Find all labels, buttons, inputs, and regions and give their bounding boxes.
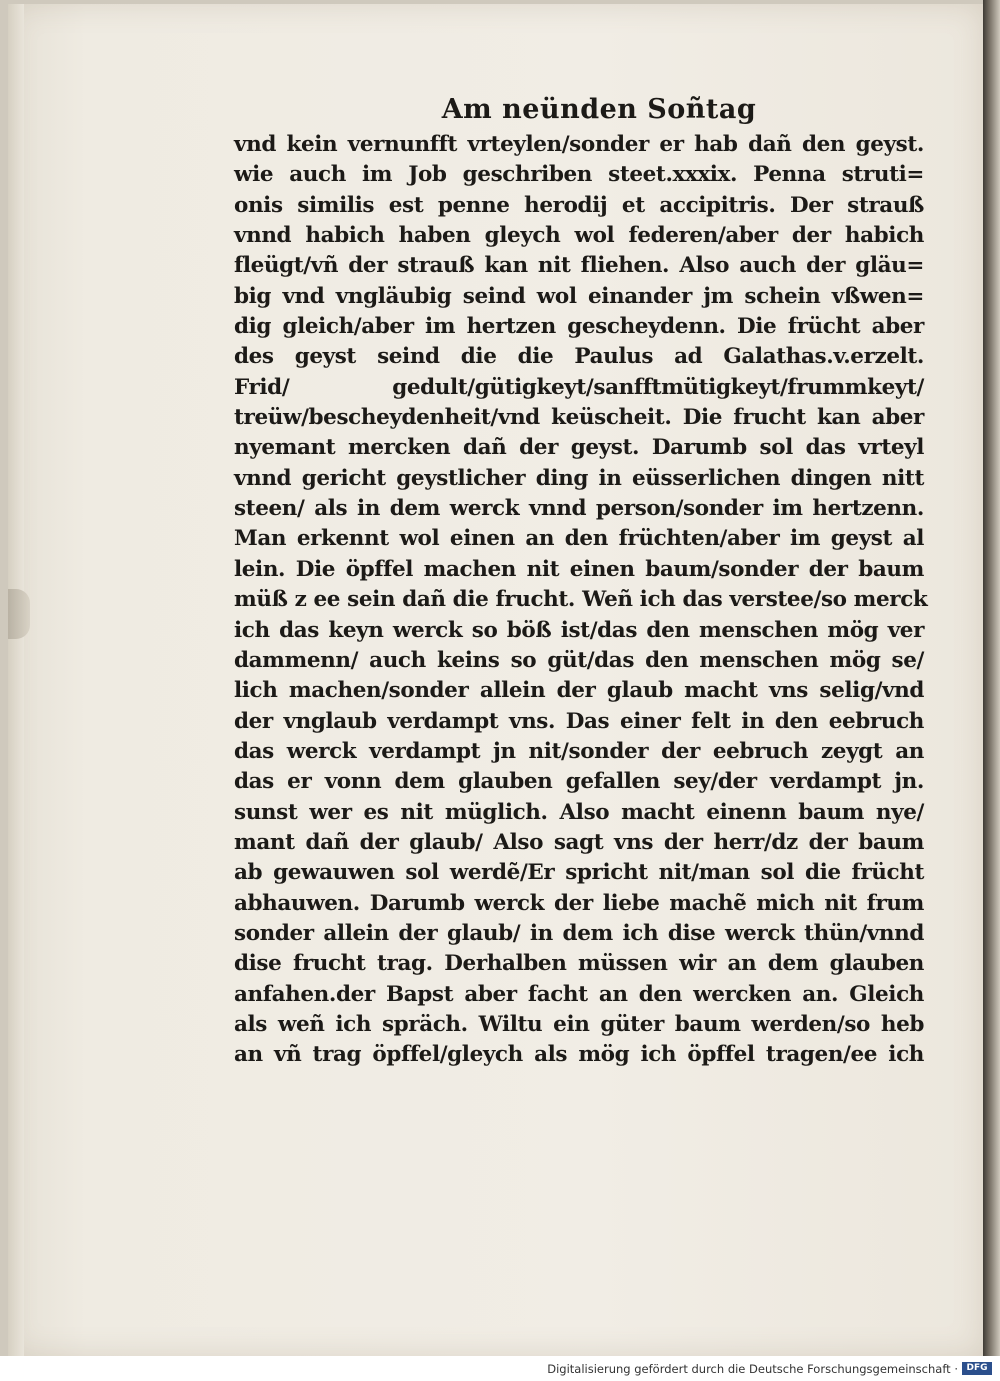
text-line: treüw/bescheydenheit/vnd keüscheit. Die frucht kan aber — [234, 405, 924, 431]
text-line: des geyst seind die die Paulus ad Galathas.v.erzelt. — [234, 344, 924, 370]
text-line: lein. Die öpffel machen nit einen baum/sonder der baum — [234, 556, 924, 582]
text-line: onis similis est penne herodij et accipitris. Der strauß — [234, 192, 924, 218]
running-head: Am neünden Soñtag — [441, 94, 757, 125]
text-line: dise frucht trag. Derhalben müssen wir an dem glauben — [234, 951, 924, 977]
text-line: als weñ ich spräch. Wiltu ein güter baum werden/so heb — [234, 1011, 924, 1037]
text-line: dammenn/ auch keins so güt/das den menschen mög se/ — [234, 647, 924, 673]
text-line: abhauwen. Darumb werck der liebe machẽ mich nit frum — [234, 890, 924, 916]
text-line: vnd kein vernunfft vrteylen/sonder er hab dañ den geyst. — [234, 132, 924, 157]
text-line: sunst wer es nit müglich. Also macht einenn baum nye/ — [234, 799, 924, 825]
text-line: ich das keyn werck so böß ist/das den menschen mög ver — [234, 617, 924, 643]
text-line: dig gleich/aber im hertzen gescheydenn. Die frücht aber — [234, 314, 924, 340]
text-line: big vnd vngläubig seind wol einander jm schein vßwen= — [234, 283, 924, 309]
text-line: vnnd gericht geystlicher ding in eüsserlichen dingen nitt — [234, 465, 924, 491]
text-line: ab gewauwen sol werdẽ/Er spricht nit/man sol die frücht — [234, 860, 924, 886]
text-line: fleügt/vñ der strauß kan nit fliehen. Also auch der gläu= — [234, 253, 924, 279]
text-line: Man erkennt wol einen an den früchten/aber im geyst al — [234, 526, 924, 552]
text-line: steen/ als in dem werck vnnd person/sonder im hertzenn. — [234, 496, 924, 522]
text-line: mant dañ der glaub/ Also sagt vns der herr/dz der baum — [234, 829, 924, 855]
body-text — [234, 130, 928, 1071]
text-line: wie auch im Job geschriben steet.xxxix. Penna struti= — [234, 162, 924, 188]
text-line: an vñ trag öpffel/gleych als mög ich öpffel tragen/ee ich — [234, 1042, 924, 1068]
book-clasp — [8, 589, 30, 639]
text-line: lich machen/sonder allein der glaub macht vns selig/vnd — [234, 678, 924, 704]
text-line: Frid/ gedult/gütigkeyt/sanfftmütigkeyt/frummkeyt/ — [234, 374, 924, 400]
text-block — [234, 90, 928, 1071]
book-spine — [983, 0, 1000, 1356]
funding-credit: Digitalisierung gefördert durch die Deutsche Forschungsgemeinschaft · — [547, 1362, 958, 1376]
text-line: der vnglaub verdampt vns. Das einer felt in den eebruch — [234, 708, 924, 734]
book-page — [8, 4, 983, 1356]
dfg-logo: DFG — [962, 1362, 992, 1375]
text-line: das werck verdampt jn nit/sonder der eebruch zeygt an — [234, 738, 924, 764]
text-line: das er vonn dem glauben gefallen sey/der verdampt jn. — [234, 769, 924, 795]
page-edge — [8, 4, 24, 1356]
text-line: anfahen.der Bapst aber facht an den wercken an. Gleich — [234, 981, 924, 1007]
text-line: vnnd habich haben gleych wol federen/aber der habich — [234, 223, 924, 249]
text-line: sonder allein der glaub/ in dem ich dise werck thün/vnnd — [234, 920, 924, 946]
footer-bar — [0, 1356, 1000, 1381]
text-line: müß z ee sein dañ die frucht. Weñ ich das verstee/so merck — [234, 587, 928, 613]
text-line: nyemant mercken dañ der geyst. Darumb sol das vrteyl — [234, 435, 924, 461]
